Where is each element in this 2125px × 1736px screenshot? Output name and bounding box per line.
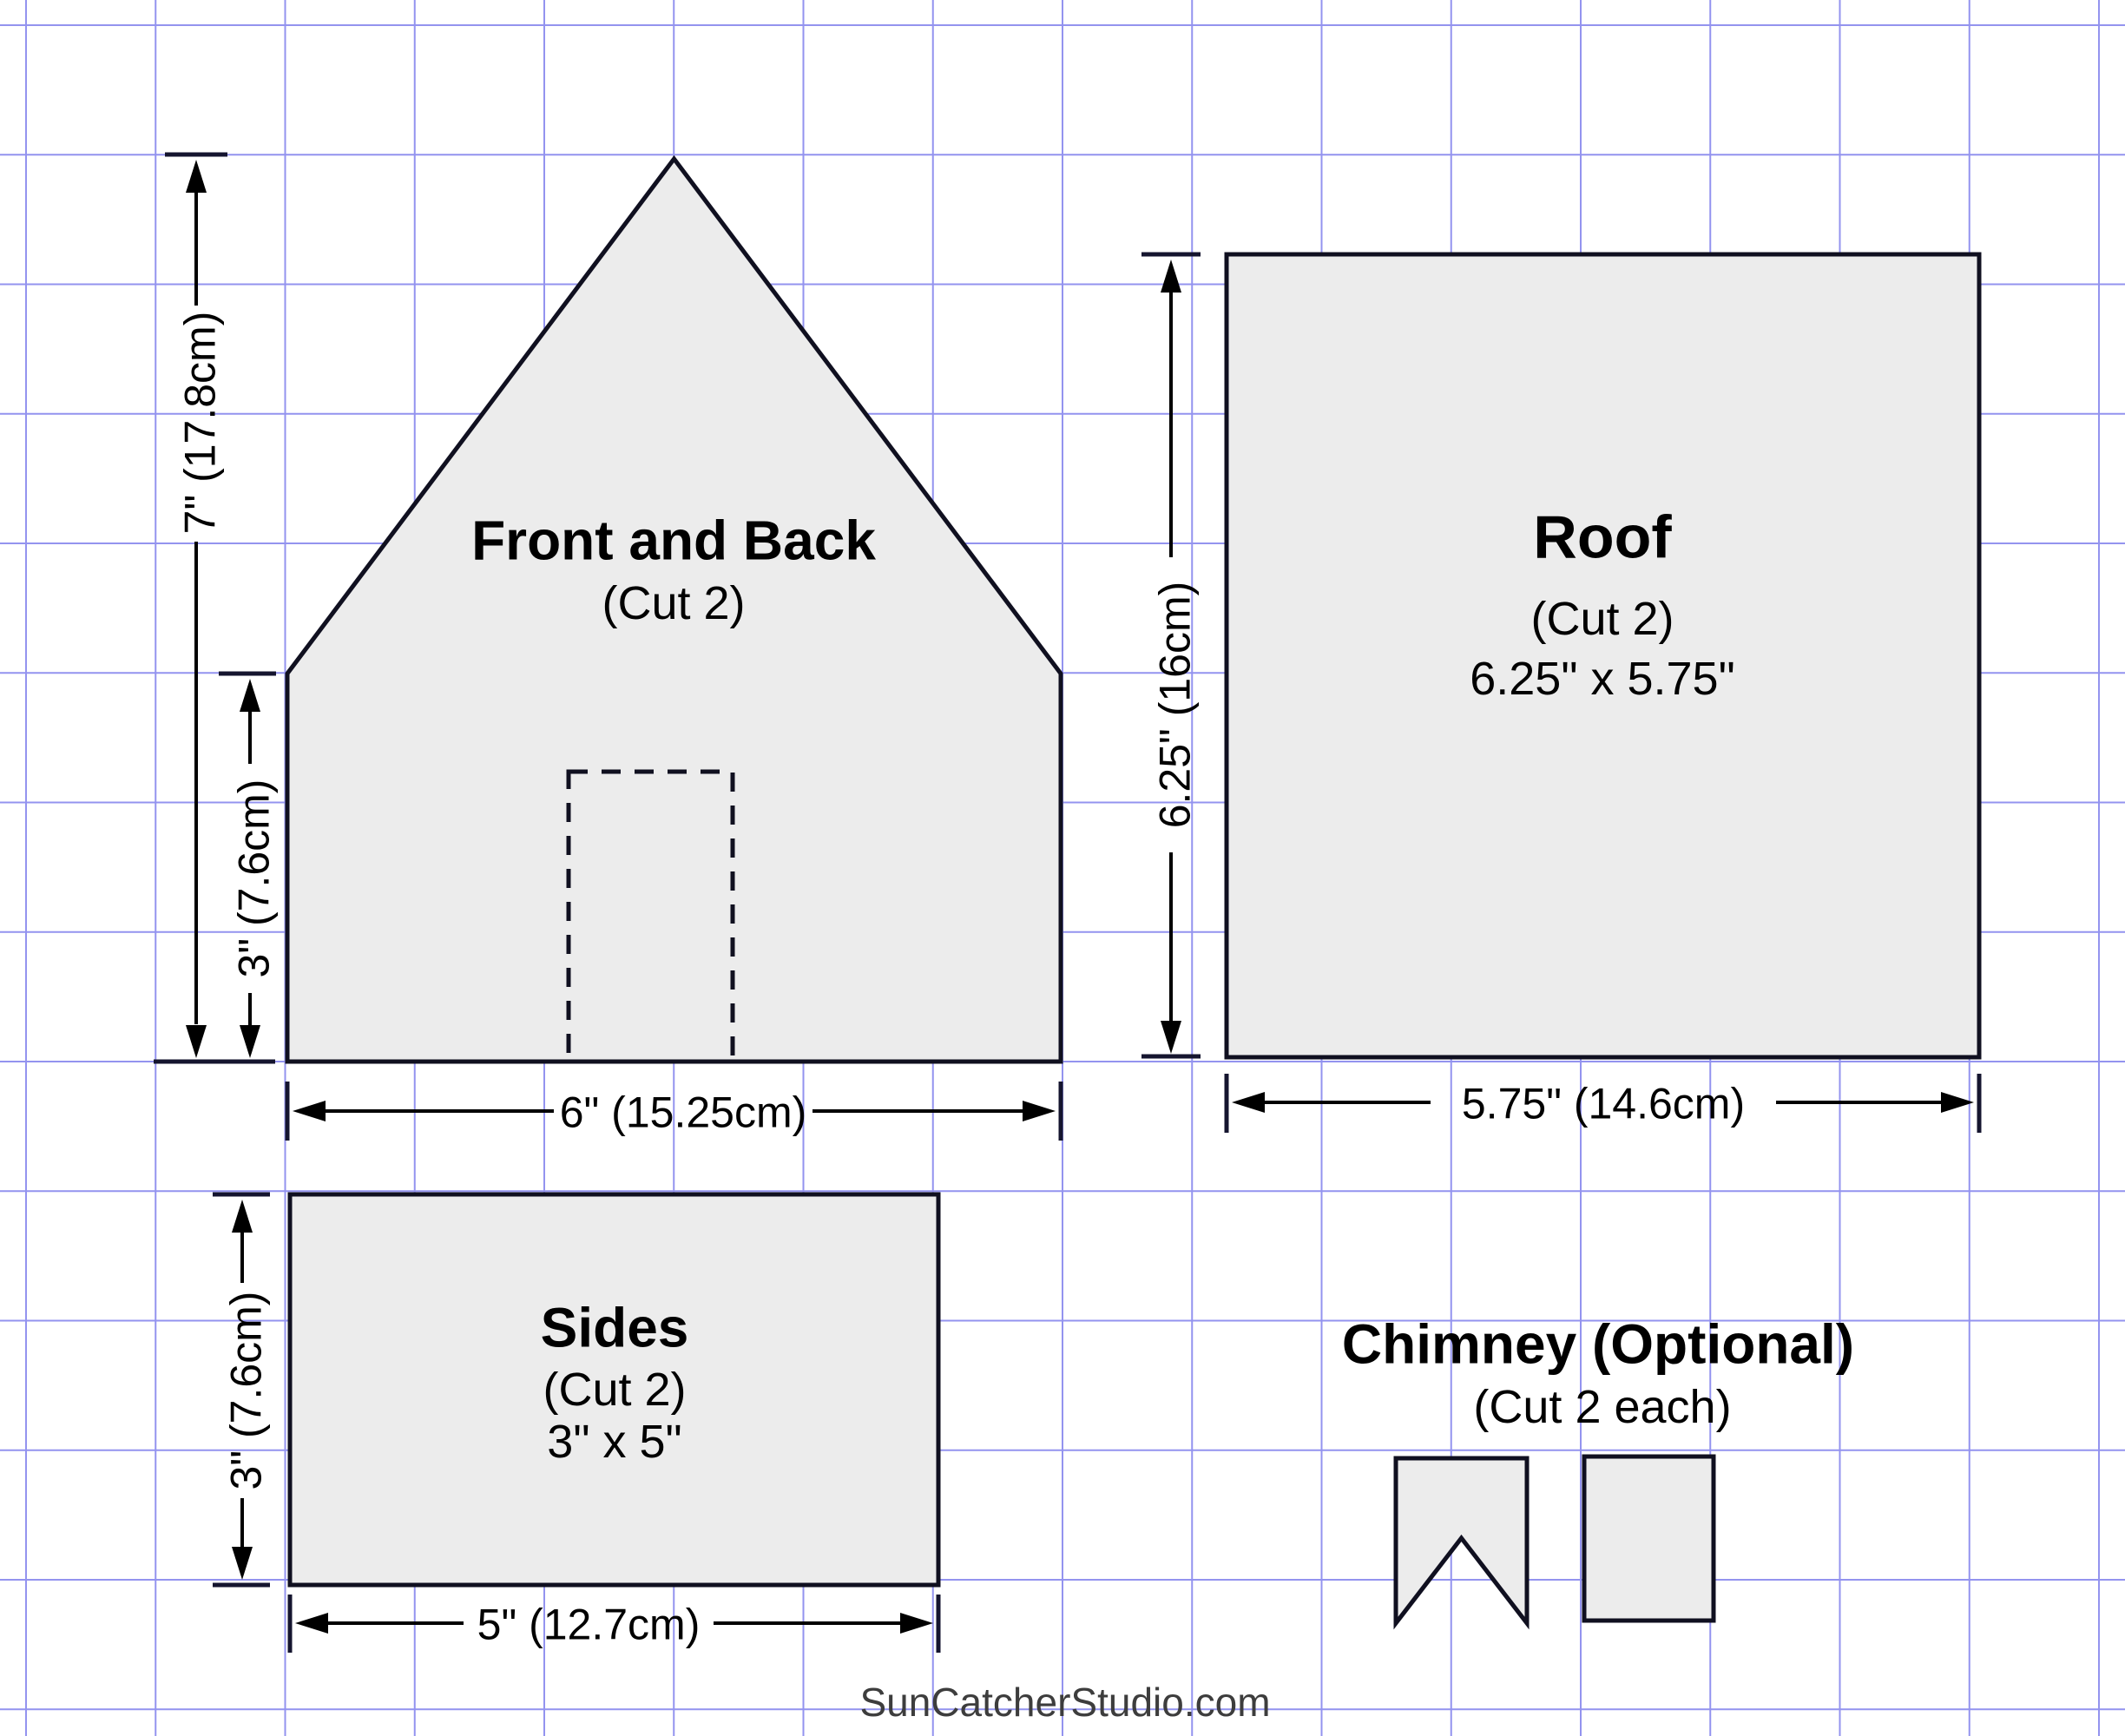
sides-piece: [290, 1194, 938, 1585]
roof-piece: [1227, 254, 1979, 1057]
sides-size-label: 3" x 5": [547, 1415, 682, 1468]
watermark-text: SunCatcherStudio.com: [859, 1680, 1271, 1726]
dim-7in-label: 7" (17.8cm): [175, 311, 225, 535]
roof-subtitle: (Cut 2): [1530, 592, 1674, 645]
roof-title: Roof: [1533, 503, 1672, 571]
dim-6in-label: 6" (15.25cm): [559, 1088, 807, 1137]
chimney-title: Chimney (Optional): [1341, 1312, 1855, 1376]
dim-wall-3in-label: 3" (7.6cm): [229, 779, 279, 978]
sides-title: Sides: [540, 1296, 689, 1359]
chimney-plain-shape: [1584, 1457, 1714, 1621]
dim-625in-label: 6.25" (16cm): [1150, 581, 1200, 829]
dim-5in-label: 5" (12.7cm): [477, 1600, 701, 1649]
front-back-title: Front and Back: [471, 509, 876, 572]
dim-575in-label: 5.75" (14.6cm): [1461, 1079, 1746, 1128]
roof-size-label: 6.25" x 5.75": [1470, 652, 1735, 705]
dim-sides-3in-label: 3" (7.6cm): [221, 1291, 271, 1490]
sides-subtitle: (Cut 2): [543, 1363, 687, 1416]
front-back-subtitle: (Cut 2): [602, 576, 746, 629]
chimney-subtitle: (Cut 2 each): [1473, 1380, 1732, 1433]
